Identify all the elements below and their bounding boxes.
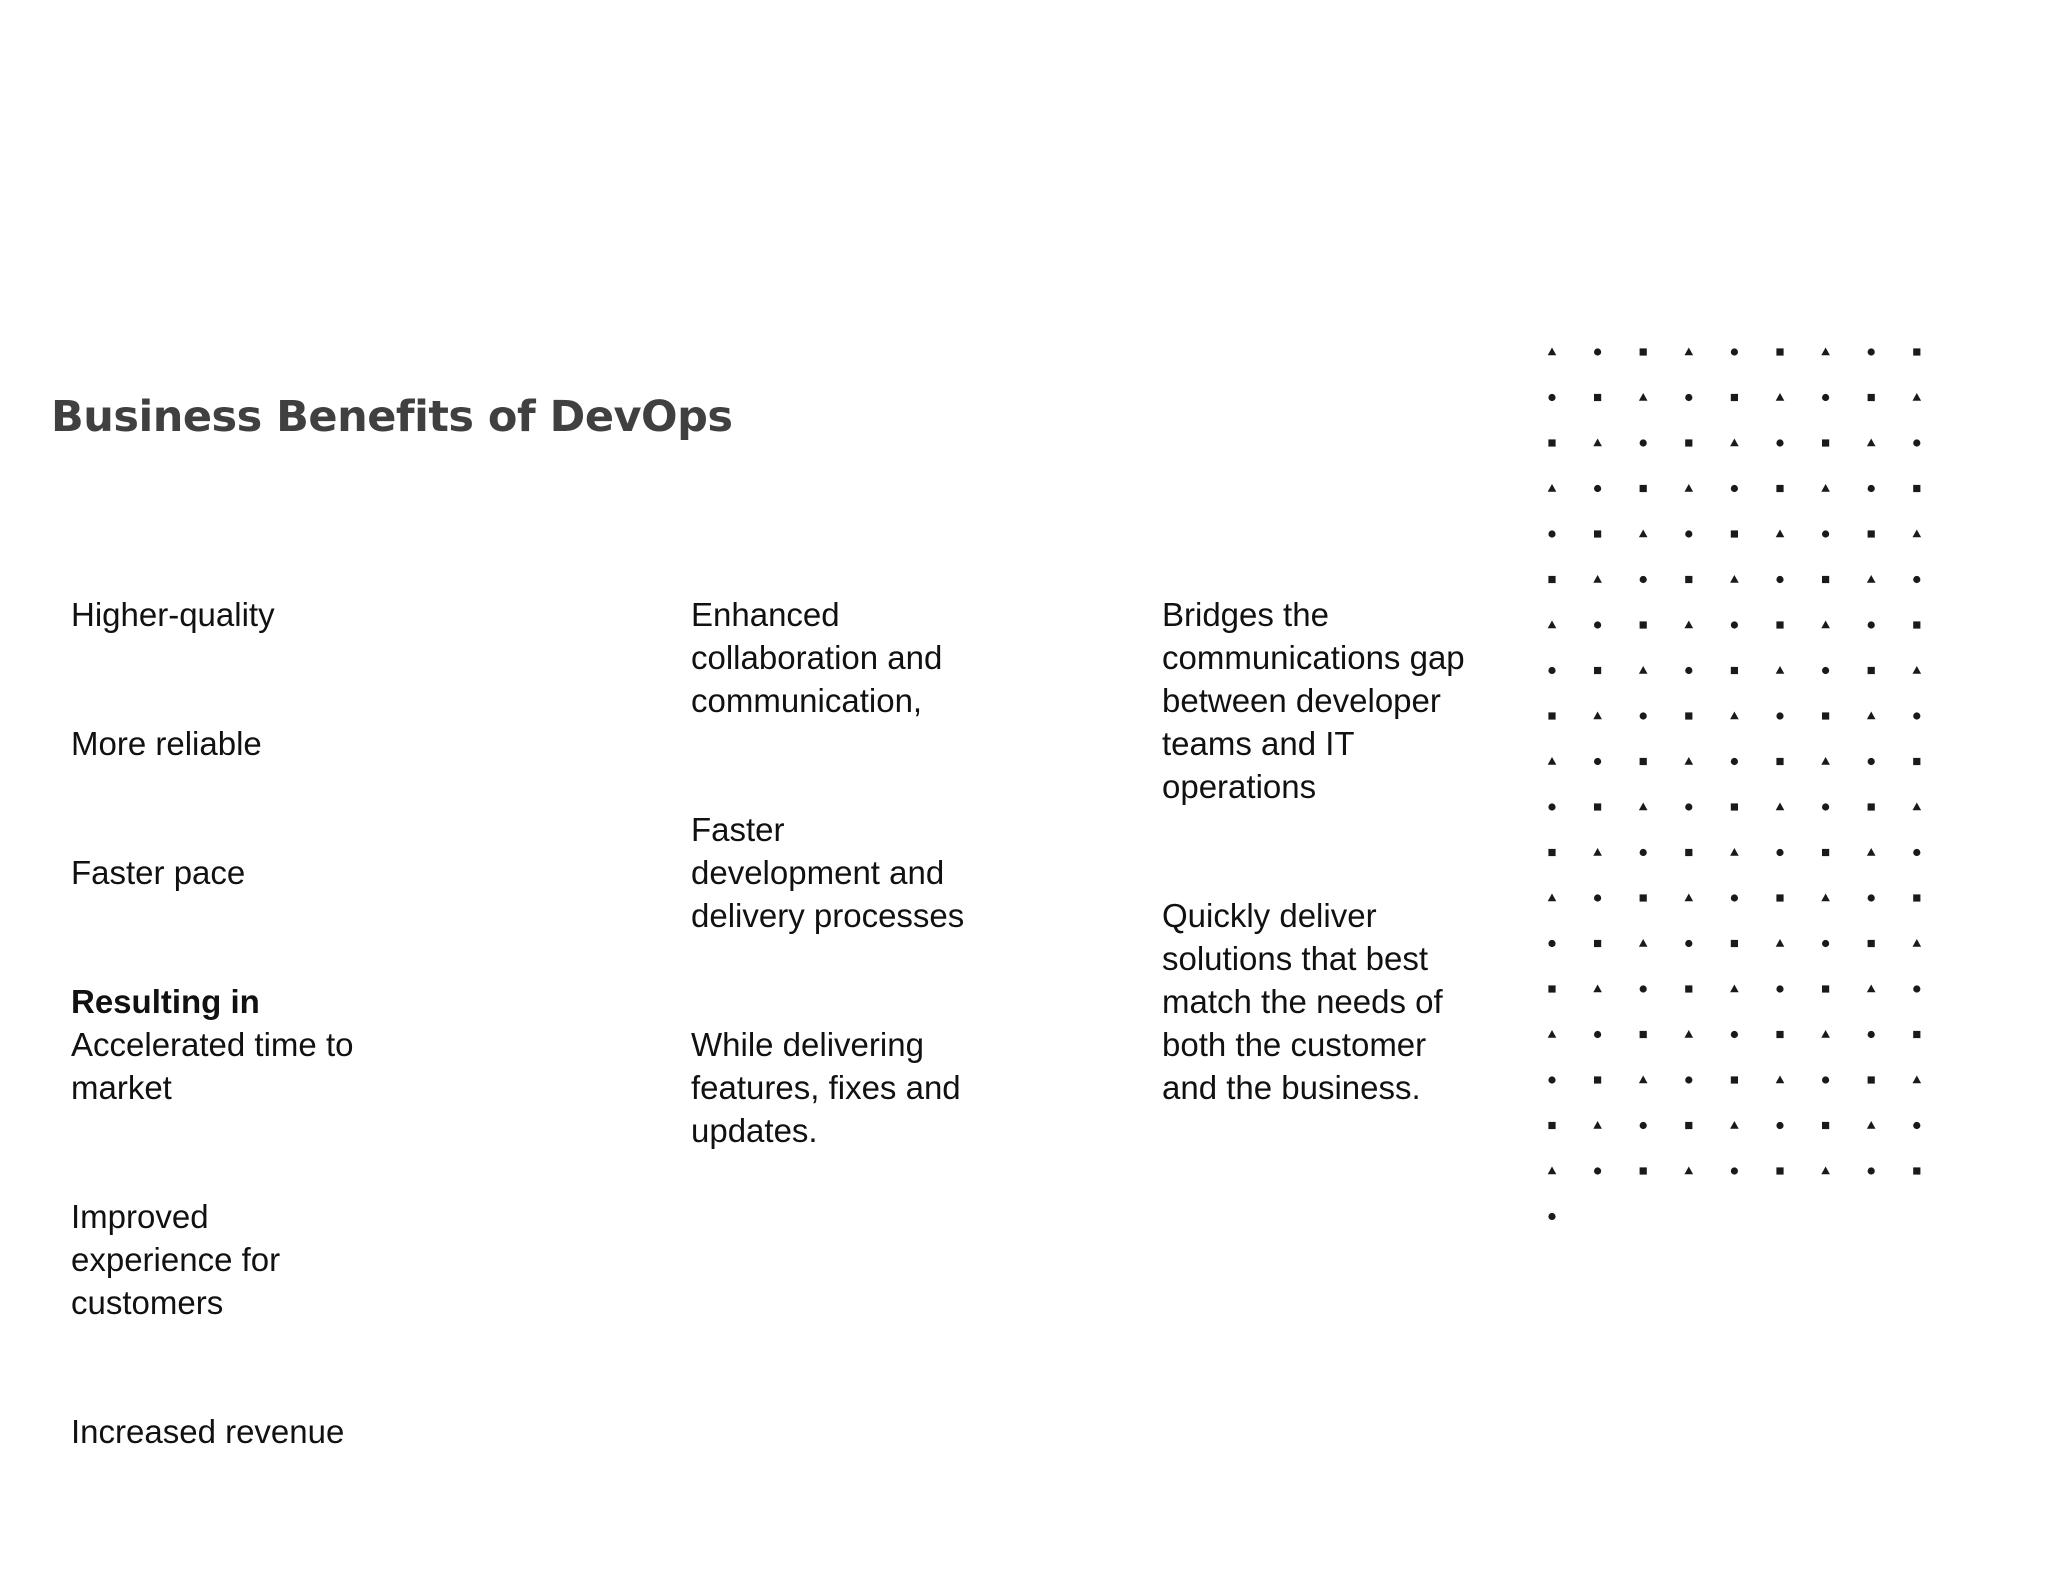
triangle-dot-icon bbox=[1867, 985, 1876, 993]
circle-dot-icon bbox=[1868, 621, 1875, 628]
square-dot-icon bbox=[1548, 985, 1555, 992]
triangle-dot-icon bbox=[1730, 712, 1739, 720]
square-dot-icon bbox=[1868, 667, 1875, 674]
circle-dot-icon bbox=[1594, 621, 1601, 628]
triangle-dot-icon bbox=[1776, 803, 1785, 811]
square-dot-icon bbox=[1822, 849, 1829, 856]
benefit-item-result bbox=[71, 937, 491, 1109]
circle-dot-icon bbox=[1776, 985, 1783, 992]
circle-dot-icon bbox=[1685, 803, 1692, 810]
square-dot-icon bbox=[1868, 530, 1875, 537]
benefit-item bbox=[691, 550, 1051, 722]
triangle-dot-icon bbox=[1593, 575, 1602, 583]
benefit-text: Faster pace bbox=[71, 854, 246, 891]
square-dot-icon bbox=[1776, 894, 1783, 901]
benefit-item bbox=[71, 808, 491, 894]
circle-dot-icon bbox=[1868, 894, 1875, 901]
square-dot-icon bbox=[1868, 940, 1875, 947]
square-dot-icon bbox=[1594, 940, 1601, 947]
triangle-dot-icon bbox=[1821, 348, 1830, 356]
triangle-dot-icon bbox=[1685, 621, 1694, 629]
square-dot-icon bbox=[1731, 530, 1738, 537]
decorative-dot-pattern bbox=[1540, 340, 1940, 1260]
square-dot-icon bbox=[1868, 803, 1875, 810]
circle-dot-icon bbox=[1548, 1213, 1555, 1220]
benefit-text: While delivering features, fixes and updates. bbox=[691, 1026, 961, 1149]
circle-dot-icon bbox=[1868, 1167, 1875, 1174]
circle-dot-icon bbox=[1913, 576, 1920, 583]
benefit-text: Enhanced collaboration and communication, bbox=[691, 596, 943, 719]
benefit-item bbox=[691, 980, 1051, 1152]
benefit-item bbox=[71, 1367, 491, 1453]
square-dot-icon bbox=[1594, 1076, 1601, 1083]
square-dot-icon bbox=[1776, 758, 1783, 765]
circle-dot-icon bbox=[1548, 667, 1555, 674]
triangle-dot-icon bbox=[1685, 1030, 1694, 1038]
triangle-dot-icon bbox=[1776, 939, 1785, 947]
triangle-dot-icon bbox=[1776, 1076, 1785, 1084]
circle-dot-icon bbox=[1822, 667, 1829, 674]
square-dot-icon bbox=[1913, 1031, 1920, 1038]
circle-dot-icon bbox=[1594, 894, 1601, 901]
square-dot-icon bbox=[1868, 1076, 1875, 1083]
triangle-dot-icon bbox=[1821, 484, 1830, 492]
circle-dot-icon bbox=[1594, 485, 1601, 492]
square-dot-icon bbox=[1913, 758, 1920, 765]
benefits-column-2 bbox=[691, 550, 1051, 1152]
circle-dot-icon bbox=[1868, 1031, 1875, 1038]
square-dot-icon bbox=[1594, 667, 1601, 674]
circle-dot-icon bbox=[1731, 485, 1738, 492]
triangle-dot-icon bbox=[1548, 348, 1557, 356]
circle-dot-icon bbox=[1594, 1031, 1601, 1038]
square-dot-icon bbox=[1548, 712, 1555, 719]
square-dot-icon bbox=[1913, 621, 1920, 628]
square-dot-icon bbox=[1822, 439, 1829, 446]
square-dot-icon bbox=[1685, 1122, 1692, 1129]
triangle-dot-icon bbox=[1913, 393, 1922, 401]
square-dot-icon bbox=[1776, 348, 1783, 355]
square-dot-icon bbox=[1685, 576, 1692, 583]
square-dot-icon bbox=[1776, 621, 1783, 628]
triangle-dot-icon bbox=[1730, 985, 1739, 993]
benefit-item bbox=[1162, 550, 1502, 808]
square-dot-icon bbox=[1731, 667, 1738, 674]
square-dot-icon bbox=[1776, 1167, 1783, 1174]
square-dot-icon bbox=[1640, 348, 1647, 355]
circle-dot-icon bbox=[1731, 1167, 1738, 1174]
square-dot-icon bbox=[1685, 712, 1692, 719]
triangle-dot-icon bbox=[1685, 1167, 1694, 1175]
circle-dot-icon bbox=[1640, 439, 1647, 446]
triangle-dot-icon bbox=[1639, 666, 1648, 674]
triangle-dot-icon bbox=[1776, 393, 1785, 401]
triangle-dot-icon bbox=[1867, 1121, 1876, 1129]
triangle-dot-icon bbox=[1639, 803, 1648, 811]
circle-dot-icon bbox=[1731, 348, 1738, 355]
triangle-dot-icon bbox=[1776, 666, 1785, 674]
circle-dot-icon bbox=[1685, 530, 1692, 537]
square-dot-icon bbox=[1640, 894, 1647, 901]
triangle-dot-icon bbox=[1639, 939, 1648, 947]
benefit-text: Improved experience for customers bbox=[71, 1198, 281, 1321]
benefit-text: Faster development and delivery processes bbox=[691, 811, 965, 934]
square-dot-icon bbox=[1731, 394, 1738, 401]
triangle-dot-icon bbox=[1913, 530, 1922, 538]
triangle-dot-icon bbox=[1913, 939, 1922, 947]
square-dot-icon bbox=[1822, 576, 1829, 583]
square-dot-icon bbox=[1913, 894, 1920, 901]
circle-dot-icon bbox=[1685, 1076, 1692, 1083]
circle-dot-icon bbox=[1548, 530, 1555, 537]
triangle-dot-icon bbox=[1685, 757, 1694, 765]
circle-dot-icon bbox=[1913, 439, 1920, 446]
square-dot-icon bbox=[1640, 621, 1647, 628]
triangle-dot-icon bbox=[1730, 439, 1739, 447]
square-dot-icon bbox=[1548, 576, 1555, 583]
circle-dot-icon bbox=[1731, 758, 1738, 765]
circle-dot-icon bbox=[1868, 348, 1875, 355]
square-dot-icon bbox=[1640, 758, 1647, 765]
benefit-text: Bridges the communications gap between developer teams and IT operations bbox=[1162, 596, 1465, 805]
triangle-dot-icon bbox=[1639, 1076, 1648, 1084]
triangle-dot-icon bbox=[1639, 530, 1648, 538]
square-dot-icon bbox=[1685, 849, 1692, 856]
triangle-dot-icon bbox=[1593, 985, 1602, 993]
circle-dot-icon bbox=[1640, 712, 1647, 719]
benefits-column-3 bbox=[1162, 550, 1502, 1109]
square-dot-icon bbox=[1913, 348, 1920, 355]
triangle-dot-icon bbox=[1776, 530, 1785, 538]
benefit-item bbox=[1162, 851, 1502, 1109]
square-dot-icon bbox=[1913, 485, 1920, 492]
circle-dot-icon bbox=[1548, 940, 1555, 947]
circle-dot-icon bbox=[1776, 849, 1783, 856]
square-dot-icon bbox=[1913, 1167, 1920, 1174]
circle-dot-icon bbox=[1685, 667, 1692, 674]
benefit-text: More reliable bbox=[71, 725, 262, 762]
triangle-dot-icon bbox=[1867, 439, 1876, 447]
triangle-dot-icon bbox=[1730, 848, 1739, 856]
circle-dot-icon bbox=[1685, 394, 1692, 401]
square-dot-icon bbox=[1640, 485, 1647, 492]
square-dot-icon bbox=[1822, 712, 1829, 719]
benefit-text: Higher-quality bbox=[71, 596, 275, 633]
triangle-dot-icon bbox=[1913, 666, 1922, 674]
triangle-dot-icon bbox=[1548, 1167, 1557, 1175]
square-dot-icon bbox=[1868, 394, 1875, 401]
circle-dot-icon bbox=[1640, 849, 1647, 856]
triangle-dot-icon bbox=[1821, 1030, 1830, 1038]
triangle-dot-icon bbox=[1548, 1030, 1557, 1038]
triangle-dot-icon bbox=[1730, 1121, 1739, 1129]
square-dot-icon bbox=[1594, 803, 1601, 810]
circle-dot-icon bbox=[1731, 1031, 1738, 1038]
square-dot-icon bbox=[1685, 439, 1692, 446]
slide-title: Business Benefits of DevOps bbox=[51, 392, 733, 442]
benefit-item bbox=[71, 550, 491, 636]
circle-dot-icon bbox=[1822, 803, 1829, 810]
triangle-dot-icon bbox=[1685, 348, 1694, 356]
circle-dot-icon bbox=[1640, 1122, 1647, 1129]
resulting-in-heading: Resulting in bbox=[71, 983, 260, 1020]
triangle-dot-icon bbox=[1548, 484, 1557, 492]
square-dot-icon bbox=[1822, 985, 1829, 992]
triangle-dot-icon bbox=[1867, 575, 1876, 583]
triangle-dot-icon bbox=[1821, 1167, 1830, 1175]
triangle-dot-icon bbox=[1821, 621, 1830, 629]
square-dot-icon bbox=[1640, 1167, 1647, 1174]
square-dot-icon bbox=[1594, 530, 1601, 537]
benefits-column-1 bbox=[71, 550, 491, 1453]
circle-dot-icon bbox=[1731, 894, 1738, 901]
circle-dot-icon bbox=[1776, 712, 1783, 719]
benefit-text: Quickly deliver solutions that best match the needs of both the customer and the business. bbox=[1162, 897, 1443, 1106]
circle-dot-icon bbox=[1822, 940, 1829, 947]
circle-dot-icon bbox=[1913, 849, 1920, 856]
circle-dot-icon bbox=[1822, 1076, 1829, 1083]
square-dot-icon bbox=[1731, 803, 1738, 810]
circle-dot-icon bbox=[1913, 1122, 1920, 1129]
triangle-dot-icon bbox=[1685, 894, 1694, 902]
benefit-item bbox=[71, 1152, 491, 1324]
circle-dot-icon bbox=[1731, 621, 1738, 628]
triangle-dot-icon bbox=[1548, 757, 1557, 765]
square-dot-icon bbox=[1548, 1122, 1555, 1129]
benefit-text: Accelerated time to market bbox=[71, 1026, 354, 1106]
triangle-dot-icon bbox=[1821, 757, 1830, 765]
circle-dot-icon bbox=[1594, 758, 1601, 765]
triangle-dot-icon bbox=[1730, 575, 1739, 583]
triangle-dot-icon bbox=[1867, 712, 1876, 720]
square-dot-icon bbox=[1731, 1076, 1738, 1083]
triangle-dot-icon bbox=[1913, 803, 1922, 811]
triangle-dot-icon bbox=[1593, 848, 1602, 856]
circle-dot-icon bbox=[1822, 394, 1829, 401]
circle-dot-icon bbox=[1594, 1167, 1601, 1174]
triangle-dot-icon bbox=[1593, 439, 1602, 447]
circle-dot-icon bbox=[1640, 576, 1647, 583]
triangle-dot-icon bbox=[1913, 1076, 1922, 1084]
circle-dot-icon bbox=[1776, 439, 1783, 446]
circle-dot-icon bbox=[1548, 803, 1555, 810]
circle-dot-icon bbox=[1776, 1122, 1783, 1129]
triangle-dot-icon bbox=[1867, 848, 1876, 856]
square-dot-icon bbox=[1594, 394, 1601, 401]
square-dot-icon bbox=[1776, 485, 1783, 492]
triangle-dot-icon bbox=[1639, 393, 1648, 401]
circle-dot-icon bbox=[1822, 530, 1829, 537]
circle-dot-icon bbox=[1548, 1076, 1555, 1083]
square-dot-icon bbox=[1548, 849, 1555, 856]
square-dot-icon bbox=[1685, 985, 1692, 992]
square-dot-icon bbox=[1548, 439, 1555, 446]
circle-dot-icon bbox=[1868, 485, 1875, 492]
square-dot-icon bbox=[1640, 1031, 1647, 1038]
triangle-dot-icon bbox=[1548, 621, 1557, 629]
benefit-text: Increased revenue bbox=[71, 1413, 345, 1450]
circle-dot-icon bbox=[1594, 348, 1601, 355]
triangle-dot-icon bbox=[1821, 894, 1830, 902]
square-dot-icon bbox=[1822, 1122, 1829, 1129]
circle-dot-icon bbox=[1685, 940, 1692, 947]
triangle-dot-icon bbox=[1685, 484, 1694, 492]
benefit-item bbox=[71, 679, 491, 765]
benefit-item bbox=[691, 765, 1051, 937]
triangle-dot-icon bbox=[1593, 712, 1602, 720]
circle-dot-icon bbox=[1640, 985, 1647, 992]
square-dot-icon bbox=[1731, 940, 1738, 947]
circle-dot-icon bbox=[1913, 712, 1920, 719]
triangle-dot-icon bbox=[1593, 1121, 1602, 1129]
circle-dot-icon bbox=[1548, 394, 1555, 401]
circle-dot-icon bbox=[1776, 576, 1783, 583]
square-dot-icon bbox=[1776, 1031, 1783, 1038]
circle-dot-icon bbox=[1913, 985, 1920, 992]
triangle-dot-icon bbox=[1548, 894, 1557, 902]
circle-dot-icon bbox=[1868, 758, 1875, 765]
